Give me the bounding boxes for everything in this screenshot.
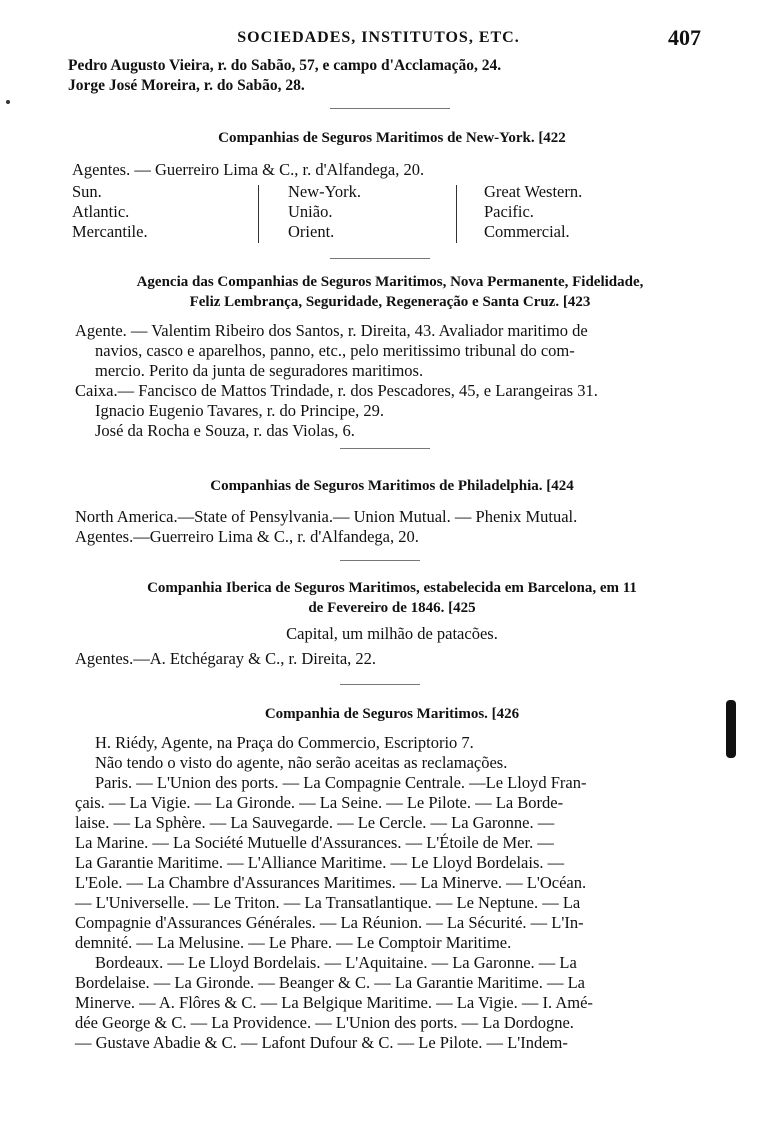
agents-425: Agentes.—A. Etchégaray & C., r. Direita, 22. (75, 649, 377, 668)
section-divider (340, 448, 430, 449)
agents-line (72, 160, 424, 180)
body-line: La Marine. — La Société Mutuelle d'Assurances. — L'Étoile de Mer. — (75, 833, 554, 852)
body-line: Não tendo o visto do agente, não serão aceitas as reclamações. (95, 753, 508, 772)
body-line: çais. — La Vigie. — La Gironde. — La Seine. — Le Pilote. — La Borde- (75, 793, 564, 812)
company-name: Atlantic. (72, 202, 130, 221)
body-line: Bordeaux. — Le Lloyd Bordelais. — L'Aquitaine. — La Garonne. — La (95, 953, 577, 972)
section-heading-425 (72, 578, 712, 618)
capital-line (72, 624, 712, 644)
company-name: Orient. (288, 222, 335, 241)
section-body-424 (75, 507, 577, 547)
company-columns (72, 182, 712, 244)
page-number: 407 (668, 25, 701, 50)
heading-line: de Fevereiro de 1846. [425 (308, 600, 476, 616)
ink-mark (726, 700, 736, 758)
section-body-423 (75, 321, 598, 441)
body-line: La Garantie Maritime. — L'Alliance Maritime. — Le Lloyd Bordelais. — (75, 853, 565, 872)
top-entries (68, 56, 501, 96)
section-divider (340, 560, 420, 561)
body-line: demnité. — La Melusine. — Le Phare. — Le Comptoir Maritime. (75, 933, 512, 952)
section-divider (330, 258, 430, 259)
company-name: União. (288, 202, 333, 221)
body-line: laise. — La Sphère. — La Sauvegarde. — Le Cercle. — La Garonne. — (75, 813, 555, 832)
body-line: Ignacio Eugenio Tavares, r. do Principe, 29. (95, 401, 385, 420)
section-heading-426: Companhia de Seguros Maritimos. [426 (264, 706, 520, 722)
section-heading-422: Companhias de Seguros Maritimos de New-York. [422 (218, 130, 566, 146)
company-column-2 (288, 182, 361, 242)
column-divider (456, 185, 457, 243)
running-title: SOCIEDADES, INSTITUTOS, ETC. (237, 29, 520, 46)
company-name: Sun. (72, 182, 102, 201)
agents-422: Agentes. — Guerreiro Lima & C., r. d'Alfandega, 20. (72, 160, 425, 179)
body-line: navios, casco e aparelhos, panno, etc., pelo meritissimo tribunal do com- (95, 341, 575, 360)
top-entry-line: Jorge José Moreira, r. do Sabão, 28. (68, 77, 305, 94)
body-line: Agente. — Valentim Ribeiro dos Santos, r. Direita, 43. Avaliador maritimo de (75, 321, 588, 340)
heading-line: Agencia das Companhias de Seguros Maritimos, Nova Permanente, Fidelidade, (136, 274, 644, 290)
section-body-426 (75, 733, 593, 1053)
body-line: L'Eole. — La Chambre d'Assurances Maritimes. — La Minerve. — L'Océan. (75, 873, 587, 892)
section-divider (340, 684, 420, 685)
company-name: Pacific. (484, 202, 534, 221)
company-name: Great Western. (484, 182, 583, 201)
body-line: H. Riédy, Agente, na Praça do Commercio, Escriptorio 7. (95, 733, 474, 752)
body-line: Compagnie d'Assurances Générales. — La Réunion. — La Sécurité. — L'In- (75, 913, 584, 932)
company-name: Mercantile. (72, 222, 148, 241)
company-column-3 (484, 182, 582, 242)
body-line: Minerve. — A. Flôres & C. — La Belgique Maritime. — La Vigie. — I. Amé- (75, 993, 593, 1012)
body-line: mercio. Perito da junta de seguradores maritimos. (95, 361, 424, 380)
heading-line: Feliz Lembrança, Seguridade, Regeneração e Santa Cruz. [423 (189, 294, 591, 310)
body-line: Bordelaise. — La Gironde. — Beanger & C. — La Garantie Maritime. — La (75, 973, 585, 992)
company-name: New-York. (288, 182, 362, 201)
section-heading-423 (60, 272, 720, 312)
column-divider (258, 185, 259, 243)
section-heading-424: Companhias de Seguros Maritimos de Philadelphia. [424 (210, 478, 574, 494)
agents-425-line (75, 649, 376, 669)
top-entry-line: Pedro Augusto Vieira, r. do Sabão, 57, e campo d'Acclamação, 24. (68, 57, 502, 74)
section-divider (330, 108, 450, 109)
heading-line: Companhia Iberica de Seguros Maritimos, estabelecida em Barcelona, em 11 (147, 580, 637, 596)
body-line: North America.—State of Pensylvania.— Union Mutual. — Phenix Mutual. (75, 507, 578, 526)
body-line: — L'Universelle. — Le Triton. — La Transatlantique. — Le Neptune. — La (75, 893, 581, 912)
body-line: Agentes.—Guerreiro Lima & C., r. d'Alfandega, 20. (75, 527, 419, 546)
company-column-1 (72, 182, 148, 242)
body-line: dée George & C. — La Providence. — L'Union des ports. — La Dordogne. (75, 1013, 574, 1032)
body-line: Paris. — L'Union des ports. — La Compagnie Centrale. —Le Lloyd Fran- (95, 773, 587, 792)
body-line: José da Rocha e Souza, r. das Violas, 6. (95, 421, 355, 440)
capital-text: Capital, um milhão de patacões. (286, 624, 498, 643)
body-line: — Gustave Abadie & C. — Lafont Dufour & C. — Le Pilote. — L'Indem- (75, 1033, 568, 1052)
ink-speck (6, 100, 10, 104)
body-line: Caixa.— Fancisco de Mattos Trindade, r. dos Pescadores, 45, e Larangeiras 31. (75, 381, 598, 400)
company-name: Commercial. (484, 222, 570, 241)
